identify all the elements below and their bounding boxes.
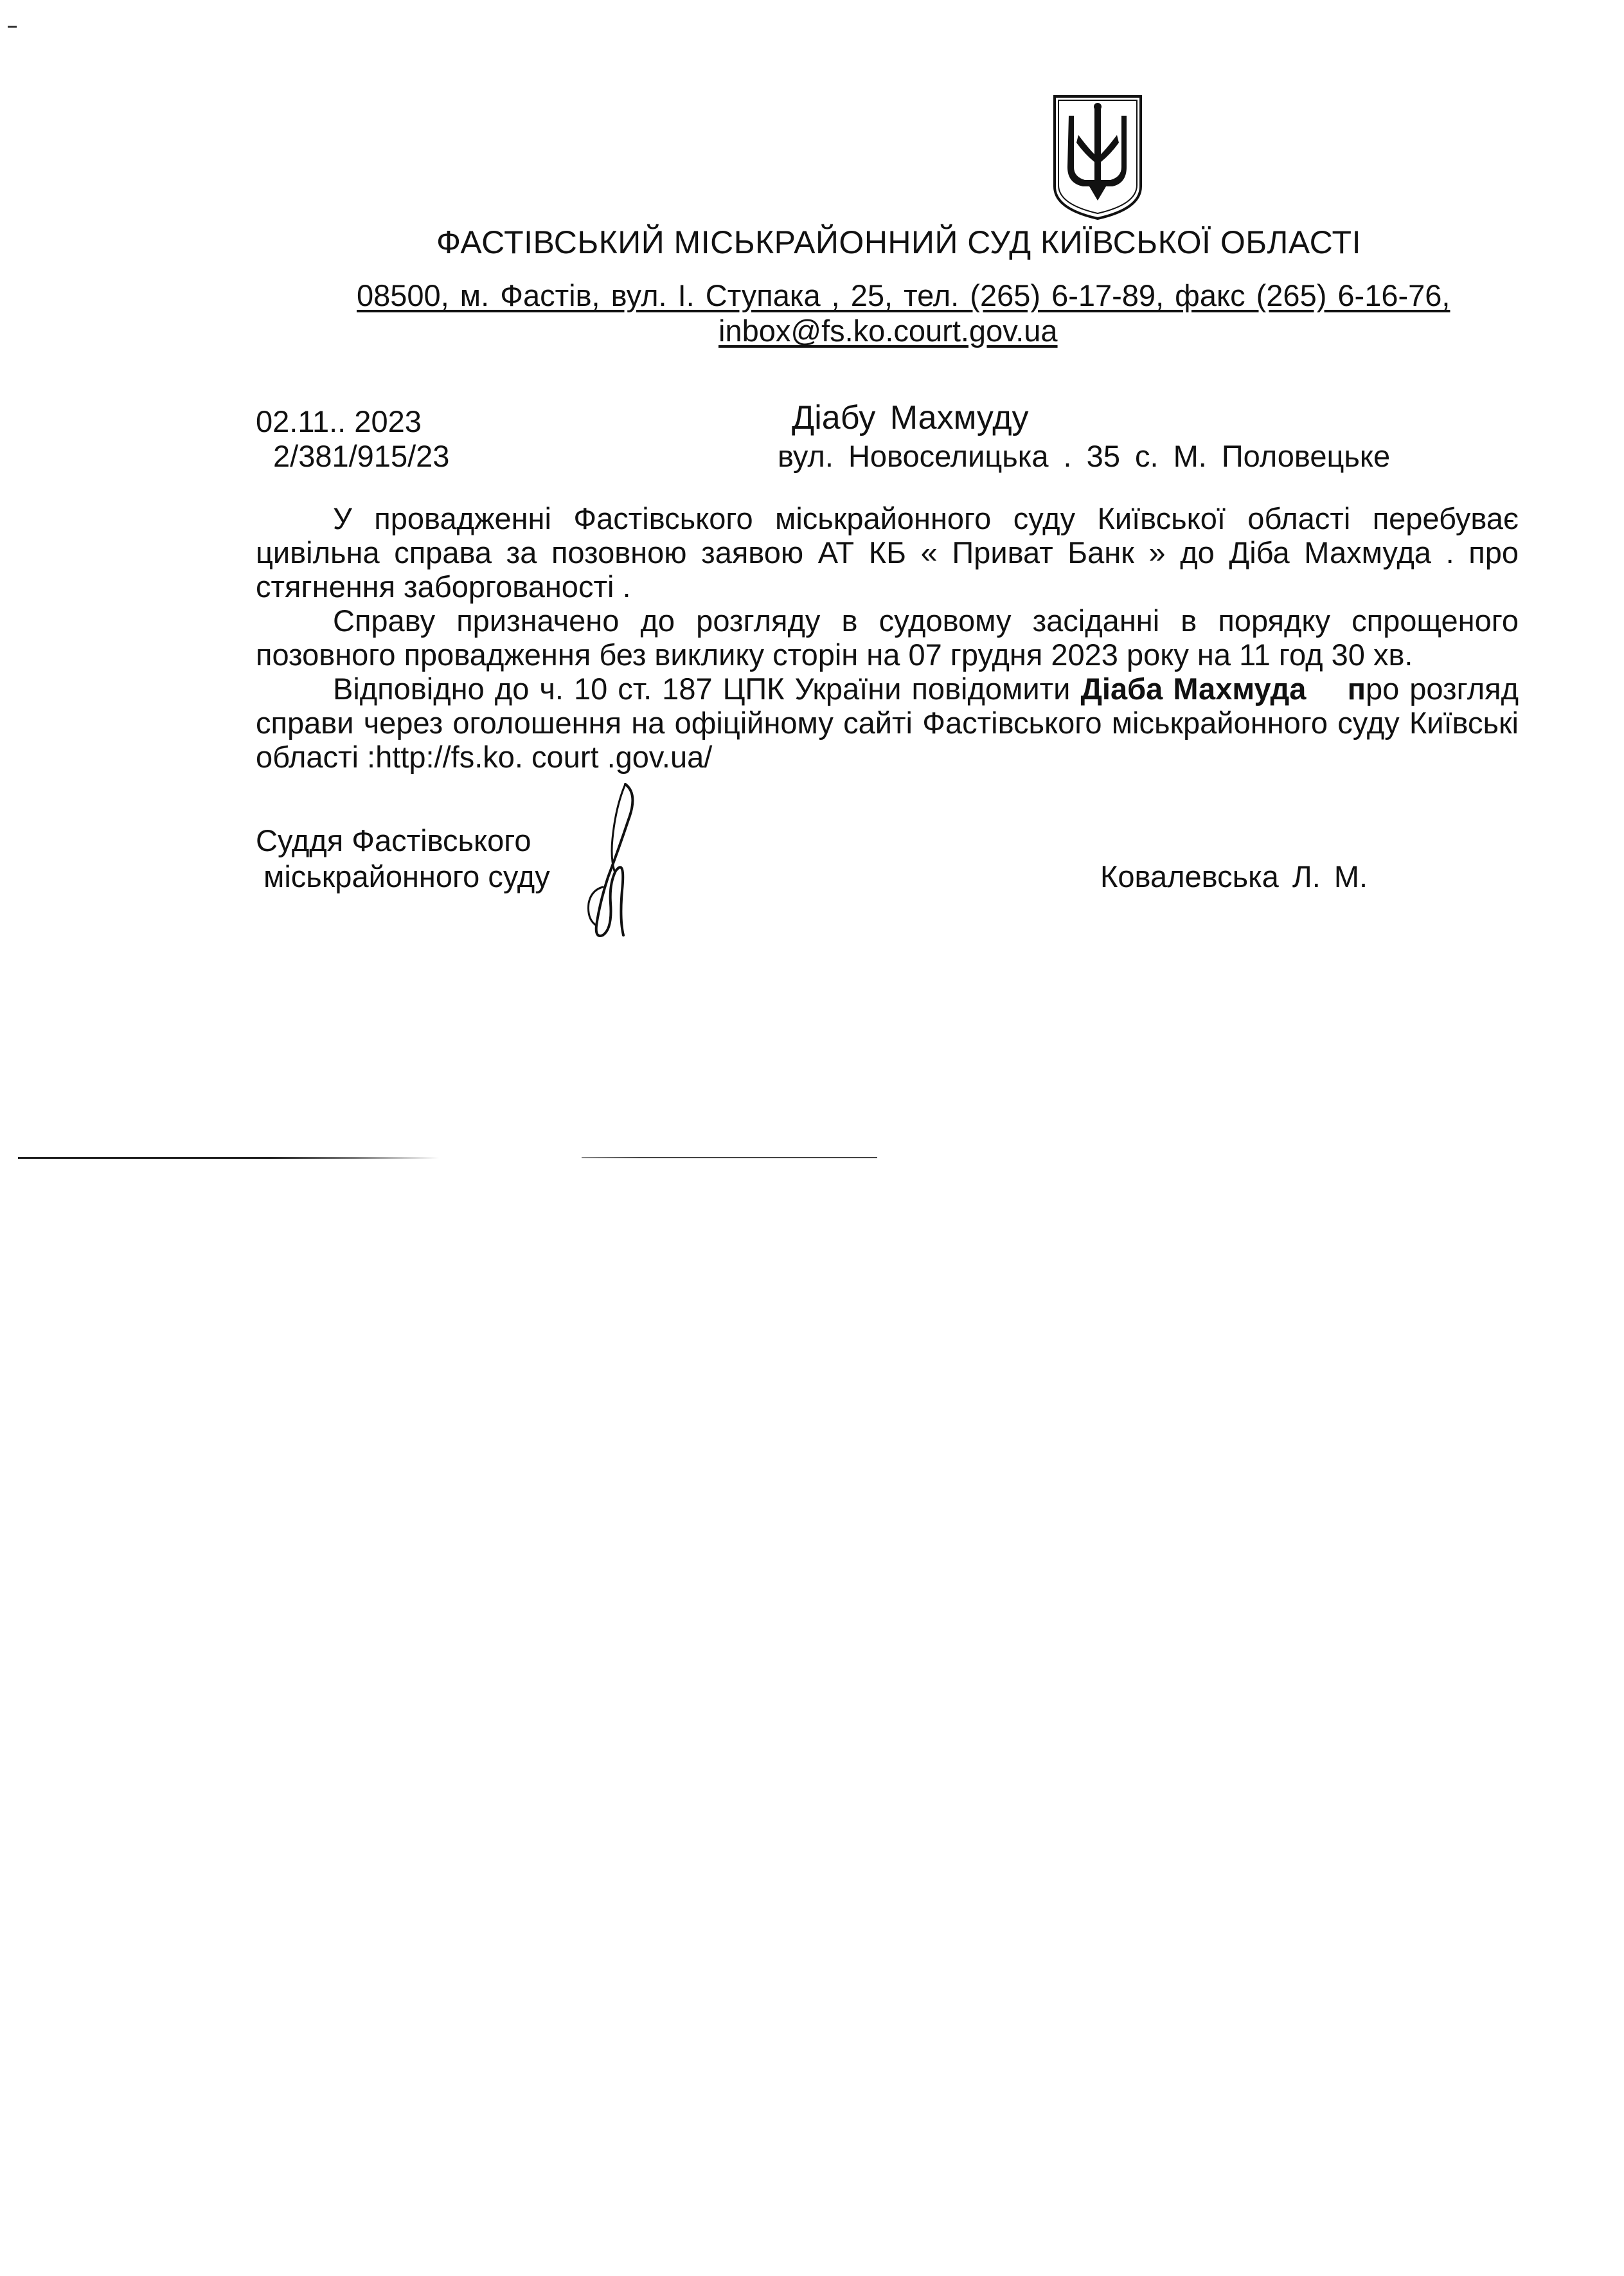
divider-line-left [18,1157,439,1159]
judge-name: Ковалевська Л. М. [1100,859,1368,893]
paragraph-notice [256,672,1519,774]
paragraph-hearing: Справу призначено до розгляду в судовому засіданні в порядку спрощеного позовного провадження без виклику сторін на 07 грудня 2023 року на 11 год 30 хв. [256,604,1519,672]
divider-line-right [582,1157,877,1158]
paragraph-proceedings: У провадженні Фастівського міськрайонного суду Київської області перебуває цивільна справа за позовною заявою АТ КБ « Приват Банк » до Діба Махмуда . про стягнення заборгованості . [256,501,1519,604]
letter-body [256,501,1519,774]
outgoing-number: 2/381/915/23 [273,439,450,473]
recipient-address: вул. Новоселицька . 35 с. М. Половецьке [778,439,1391,473]
scan-corner-mark [8,26,17,28]
defendant-name-bold: Діаба Махмуда [1080,672,1307,706]
judge-title-line2: міськрайонного суду [263,859,550,893]
notice-text-start: Відповідно до ч. 10 ст. 187 ЦПК України повідомити [333,672,1081,706]
trident-coat-of-arms-icon [1049,90,1146,222]
handwritten-signature [577,781,648,942]
court-name-heading: ФАСТІВСЬКИЙ МІСЬКРАЙОННИЙ СУД КИЇВСЬКОЇ ОБЛАСТІ [436,224,1361,260]
document-date: 02.11.. 2023 [256,404,422,438]
recipient-name: Діабу Махмуду [792,399,1029,436]
judge-title-line1: Суддя Фастівського [256,823,531,857]
court-address: 08500, м. Фастів, вул. І. Ступака , 25, тел. (265) 6-17-89, факс (265) 6-16-76, [357,278,1450,312]
notice-text-end: ро розгляд справи через оголошення на офіційному сайті Фастівського міськрайонного суду Київські області :http://fs.ko. court .gov.ua/ [256,672,1519,774]
bold-letter: п [1347,672,1366,706]
court-email-link[interactable]: inbox@fs.ko.court.gov.ua [718,314,1058,348]
